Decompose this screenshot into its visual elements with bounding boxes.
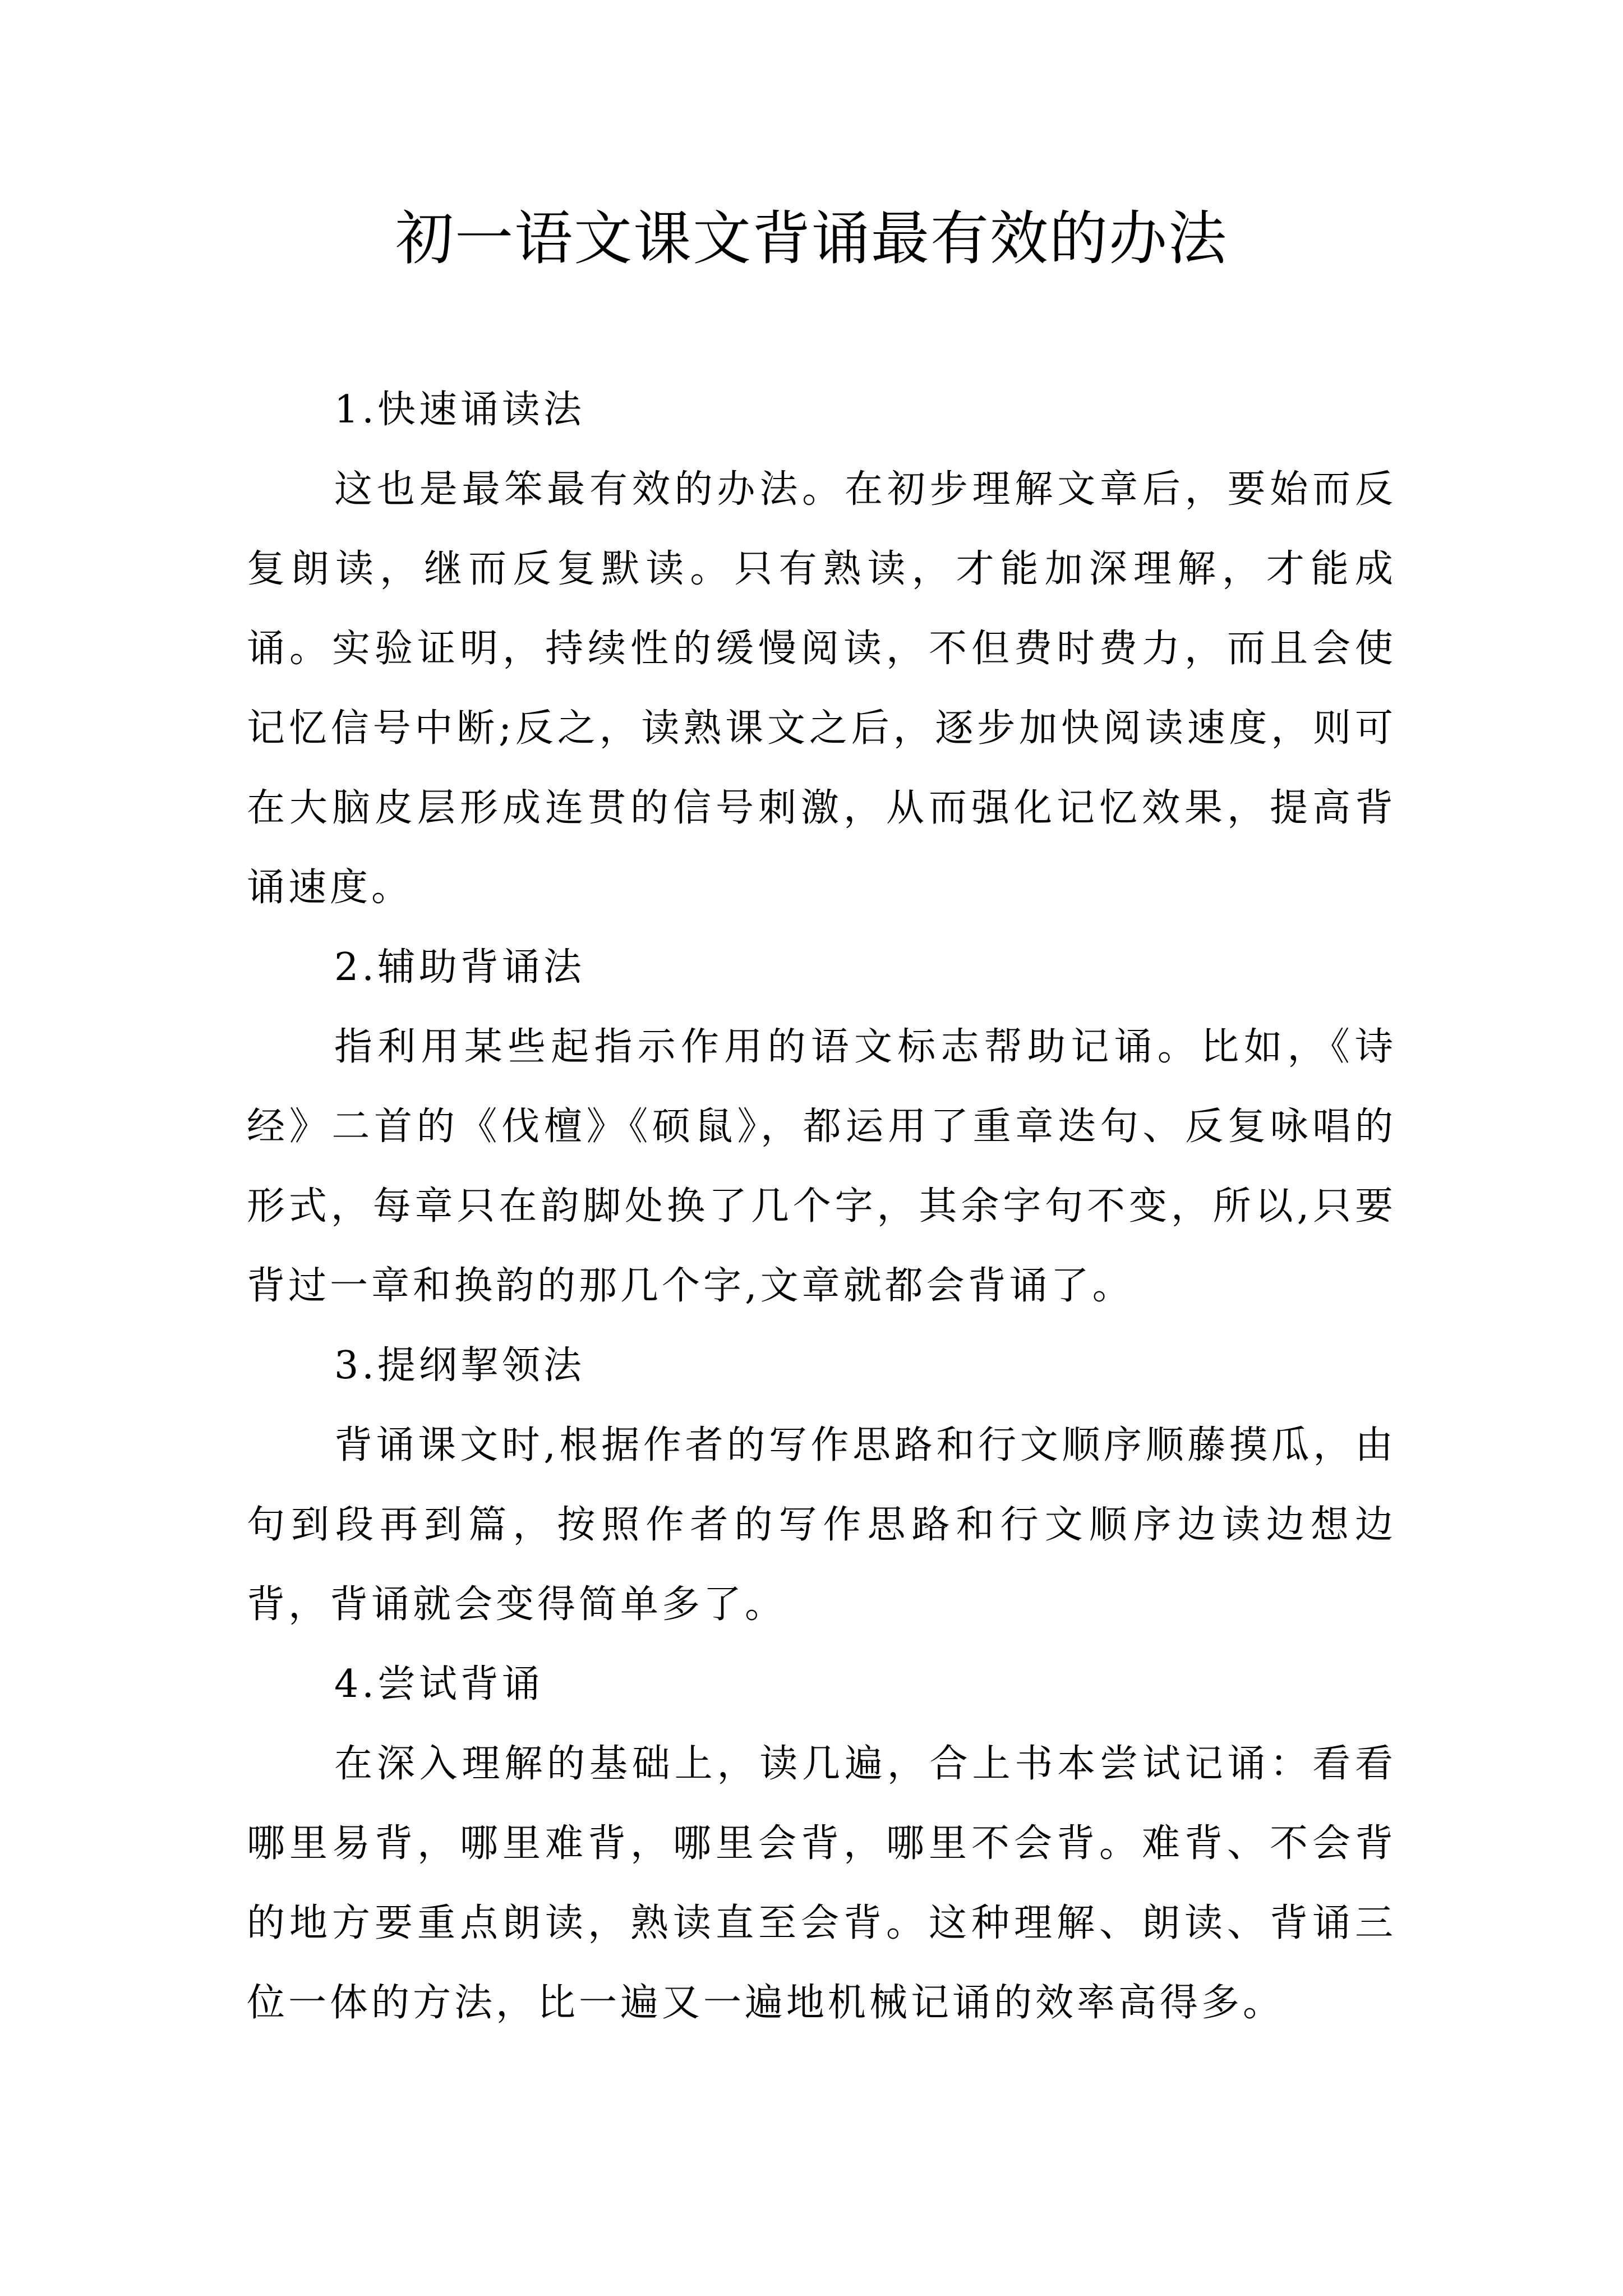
body-paragraph-1: 这也是最笨最有效的办法。在初步理解文章后，要始而反复朗读，继而反复默读。只有熟读，才能加深理解，才能成诵。实验证明，持续性的缓慢阅读，不但费时费力，而且会使记忆信号中断;反之，读熟课文之后，逐步加快阅读速度，则可在大脑皮层形成连贯的信号刺激，从而强化记忆效果，提高背诵速度。 — [247, 467, 1396, 910]
body-paragraph-2: 指利用某些起指示作用的语文标志帮助记诵。比如，《诗经》二首的《伐檀》《硕鼠》，都运用了重章迭句、反复咏唱的形式，每章只在韵脚处换了几个字，其余字句不变，所以,只要背过一章和换韵的那几个字,文章就都会背诵了。 — [247, 1025, 1396, 1308]
section-heading-2: 2.辅助背诵法 — [334, 945, 585, 990]
section-heading-1: 1.快速诵读法 — [334, 388, 585, 432]
body-paragraph-3: 背诵课文时,根据作者的写作思路和行文顺序顺藤摸瓜，由句到段再到篇，按照作者的写作思路和行文顺序边读边想边背，背诵就会变得简单多了。 — [247, 1423, 1396, 1627]
section-heading-4: 4.尝试背诵 — [334, 1662, 543, 1706]
body-paragraph-4: 在深入理解的基础上，读几遍，合上书本尝试记诵：看看哪里易背，哪里难背，哪里会背，哪里不会背。难背、不会背的地方要重点朗读，熟读直至会背。这种理解、朗读、背诵三位一体的方法，比一遍又一遍地机械记诵的效率高得多。 — [247, 1742, 1396, 2025]
document-title: 初一语文课文背诵最有效的办法 — [395, 204, 1228, 273]
section-heading-3: 3.提纲挈领法 — [334, 1343, 585, 1388]
document-body — [247, 370, 1396, 2043]
